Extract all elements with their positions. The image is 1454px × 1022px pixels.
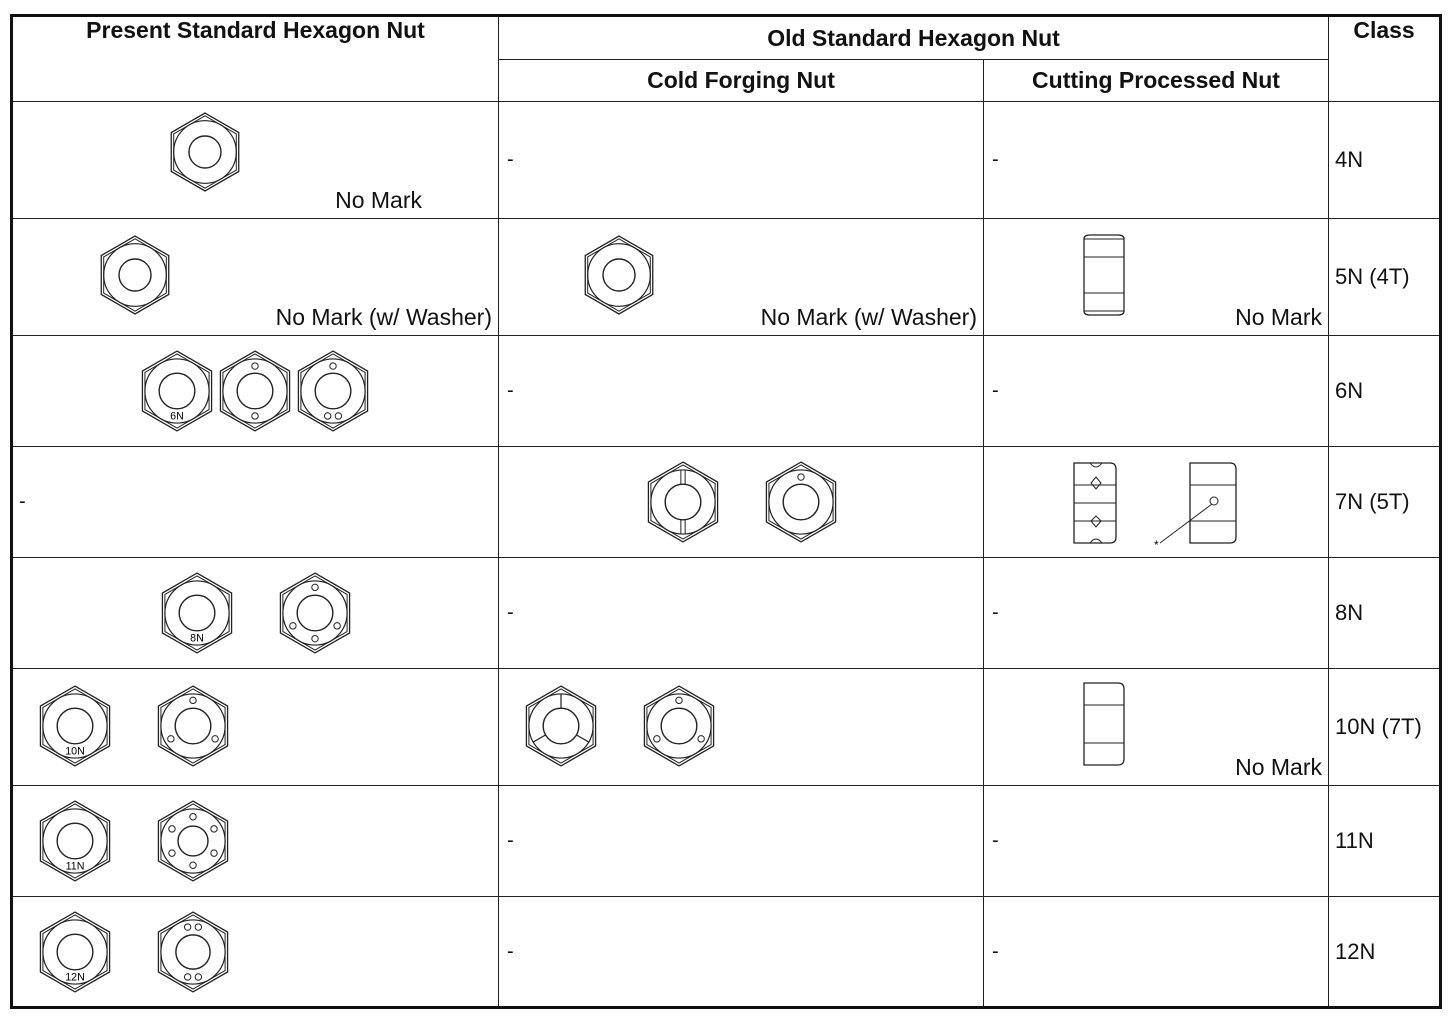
class-label: 8N xyxy=(1335,600,1364,625)
empty-dash: - xyxy=(992,148,999,171)
table-row xyxy=(12,786,1441,897)
empty-dash: - xyxy=(507,379,514,402)
header-cutting-processed: Cutting Processed Nut xyxy=(984,60,1329,102)
cell-cutting xyxy=(984,558,1329,669)
header-class: Class xyxy=(1329,16,1441,102)
cell-cutting xyxy=(984,336,1329,447)
hex-nut-top-view-icon xyxy=(141,350,213,432)
svg-text:*: * xyxy=(1154,538,1159,552)
cell-cutting xyxy=(984,447,1329,558)
cell-cold xyxy=(499,102,984,219)
hex-nut-top-view-icon xyxy=(39,685,111,767)
empty-dash: - xyxy=(507,940,514,962)
table-row xyxy=(12,336,1441,447)
empty-dash: - xyxy=(992,829,999,852)
cell-present xyxy=(12,219,499,336)
cell-cold xyxy=(499,336,984,447)
cell-cutting xyxy=(984,102,1329,219)
header-present: Present Standard Hexagon Nut xyxy=(12,16,499,102)
hex-nut-side-view-icon xyxy=(1152,463,1244,552)
cell-cold xyxy=(499,447,984,558)
nut-mark-text xyxy=(170,411,184,423)
hex-nut-top-view-icon xyxy=(583,235,655,315)
table-row xyxy=(12,102,1441,219)
no-mark-label: No Mark xyxy=(1235,754,1323,780)
hex-nut-top-view-icon xyxy=(643,685,715,767)
cell-cold xyxy=(499,897,984,1008)
empty-dash: - xyxy=(19,490,26,513)
hex-nut-top-view-icon xyxy=(219,350,291,432)
hex-nut-top-view-icon xyxy=(647,461,719,543)
hex-nut-side-view-icon xyxy=(1080,235,1128,315)
cell-class xyxy=(1329,102,1441,219)
cell-cutting xyxy=(984,219,1329,336)
cell-class xyxy=(1329,786,1441,897)
cell-cold xyxy=(499,669,984,786)
table-row xyxy=(12,669,1441,786)
nut-mark-text xyxy=(190,633,204,645)
table-row xyxy=(12,447,1441,558)
cell-class xyxy=(1329,897,1441,1008)
cell-present xyxy=(12,558,499,669)
cell-cutting xyxy=(984,786,1329,897)
hex-nut-top-view-icon xyxy=(157,800,229,882)
cell-present xyxy=(12,336,499,447)
nut-mark-text xyxy=(66,861,85,873)
nut-class-table xyxy=(10,14,1442,1009)
cell-class xyxy=(1329,447,1441,558)
hex-nut-top-view-icon xyxy=(525,685,597,767)
class-label: 6N xyxy=(1335,378,1364,403)
hex-nut-top-view-icon xyxy=(157,911,229,993)
class-label: 7N (5T) xyxy=(1335,489,1410,514)
nut-mark-text xyxy=(65,972,85,984)
header-old: Old Standard Hexagon Nut xyxy=(499,16,1329,60)
empty-dash: - xyxy=(992,379,999,402)
hex-nut-top-view-icon xyxy=(169,112,241,192)
empty-dash: - xyxy=(507,148,514,171)
cell-class xyxy=(1329,669,1441,786)
hex-nut-top-view-icon xyxy=(99,235,171,315)
table-row xyxy=(12,219,1441,336)
cell-present xyxy=(12,786,499,897)
nut-mark-text xyxy=(65,746,85,758)
hex-nut-top-view-icon xyxy=(157,685,229,767)
hex-nut-top-view-icon xyxy=(161,572,233,654)
empty-dash: - xyxy=(507,829,514,852)
cell-cold xyxy=(499,558,984,669)
cell-class xyxy=(1329,558,1441,669)
class-label: 11N xyxy=(1335,828,1374,853)
class-label: 4N xyxy=(1335,147,1364,172)
table-row xyxy=(12,897,1441,1008)
cell-class xyxy=(1329,336,1441,447)
cell-present xyxy=(12,102,499,219)
empty-dash: - xyxy=(507,601,514,624)
hex-nut-top-view-icon xyxy=(279,572,351,654)
hex-nut-top-view-icon xyxy=(39,800,111,882)
cell-cutting xyxy=(984,669,1329,786)
table-row xyxy=(12,558,1441,669)
cell-present xyxy=(12,447,499,558)
cell-class xyxy=(1329,219,1441,336)
empty-dash: - xyxy=(992,940,999,962)
class-label: 10N (7T) xyxy=(1335,714,1422,739)
cell-cold xyxy=(499,786,984,897)
no-mark-label: No Mark xyxy=(335,187,422,213)
no-mark-washer-label: No Mark (w/ Washer) xyxy=(275,304,492,330)
cell-cold xyxy=(499,219,984,336)
cell-present xyxy=(12,897,499,1008)
header-cold-forging: Cold Forging Nut xyxy=(499,60,984,102)
empty-dash: - xyxy=(992,601,999,624)
no-mark-label: No Mark xyxy=(1235,304,1323,330)
hex-nut-side-view-icon xyxy=(1080,683,1128,765)
cell-present xyxy=(12,669,499,786)
hex-nut-top-view-icon xyxy=(39,911,111,993)
class-label: 5N (4T) xyxy=(1335,264,1410,289)
class-label: 12N xyxy=(1335,938,1376,964)
hex-nut-top-view-icon xyxy=(765,461,837,543)
hex-nut-side-view-icon xyxy=(1070,463,1120,543)
cell-cutting xyxy=(984,897,1329,1008)
hex-nut-top-view-icon xyxy=(297,350,369,432)
no-mark-washer-label: No Mark (w/ Washer) xyxy=(760,304,977,330)
